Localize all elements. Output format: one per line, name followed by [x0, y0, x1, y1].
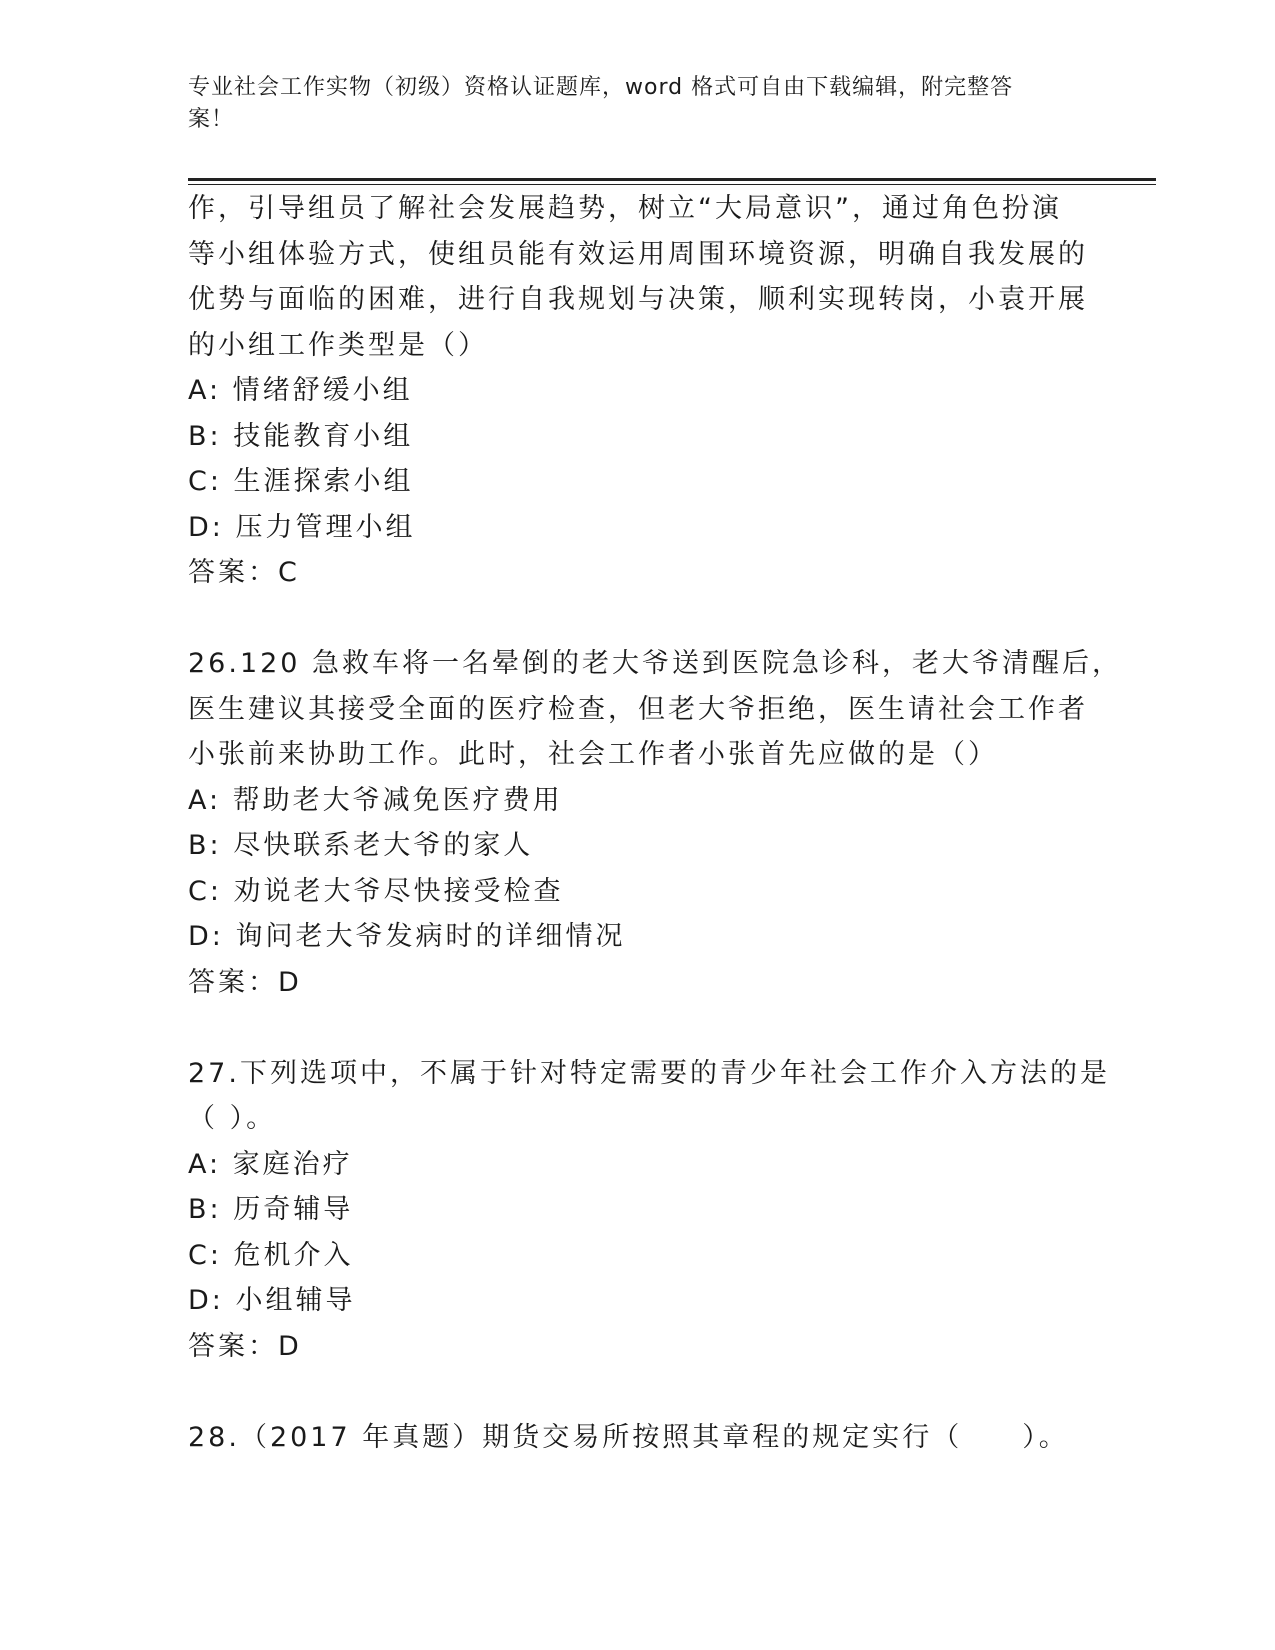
header-rule-thin [188, 184, 1156, 185]
option-b: B: 尽快联系老大爷的家人 [188, 830, 534, 861]
spacer [188, 1369, 1088, 1415]
question-stem-line: 作，引导组员了解社会发展趋势，树立“大局意识”，通过角色扮演 [188, 193, 1062, 224]
question-stem-line: （ ）。 [188, 1103, 277, 1134]
option-d: D: 询问老大爷发病时的详细情况 [188, 921, 626, 952]
option-a: A: 情绪舒缓小组 [188, 375, 413, 406]
question-stem-line: 等小组体验方式，使组员能有效运用周围环境资源，明确自我发展的 [188, 238, 1088, 270]
question-25 [188, 186, 1088, 596]
question-26 [188, 641, 1123, 1005]
option-c: C: 危机介入 [188, 1239, 354, 1271]
option-d: D: 压力管理小组 [188, 511, 416, 543]
header-line-2: 案！ [188, 107, 235, 132]
question-content [188, 186, 1123, 1460]
question-stem-line: 医生建议其接受全面的医疗检查，但老大爷拒绝，医生请社会工作者 [188, 693, 1088, 725]
option-d: D: 小组辅导 [188, 1285, 356, 1316]
header-line-1: 专业社会工作实物（初级）资格认证题库，word 格式可自由下载编辑，附完整答 [188, 75, 1014, 100]
option-b: B: 历奇辅导 [188, 1194, 354, 1225]
question-stem-line: 优势与面临的困难，进行自我规划与决策，顺利实现转岗，小袁开展 [188, 284, 1088, 315]
question-stem-line: 28.（2017 年真题）期货交易所按照其章程的规定实行（ ）。 [188, 1421, 1069, 1453]
spacer [188, 1005, 1088, 1051]
question-stem-line: 的小组工作类型是（） [188, 329, 488, 361]
option-a: A: 家庭治疗 [188, 1148, 353, 1180]
option-b: B: 技能教育小组 [188, 420, 414, 452]
question-28 [188, 1415, 1088, 1461]
answer-label: 答案：D [188, 966, 302, 998]
answer-label: 答案：D [188, 1330, 302, 1362]
question-27 [188, 1051, 1110, 1370]
answer-label: 答案：C [188, 557, 300, 588]
option-c: C: 劝说老大爷尽快接受检查 [188, 875, 564, 907]
option-c: C: 生涯探索小组 [188, 466, 414, 497]
question-stem-line: 26.120 急救车将一名晕倒的老大爷送到医院急诊科，老大爷清醒后， [188, 648, 1123, 679]
header-rule-thick [188, 178, 1156, 181]
question-stem-line: 小张前来协助工作。此时，社会工作者小张首先应做的是（） [188, 739, 998, 770]
option-a: A: 帮助老大爷减免医疗费用 [188, 784, 563, 816]
question-stem-line: 27.下列选项中，不属于针对特定需要的青少年社会工作介入方法的是 [188, 1057, 1110, 1089]
page-header [188, 72, 1068, 136]
spacer [188, 596, 1088, 642]
